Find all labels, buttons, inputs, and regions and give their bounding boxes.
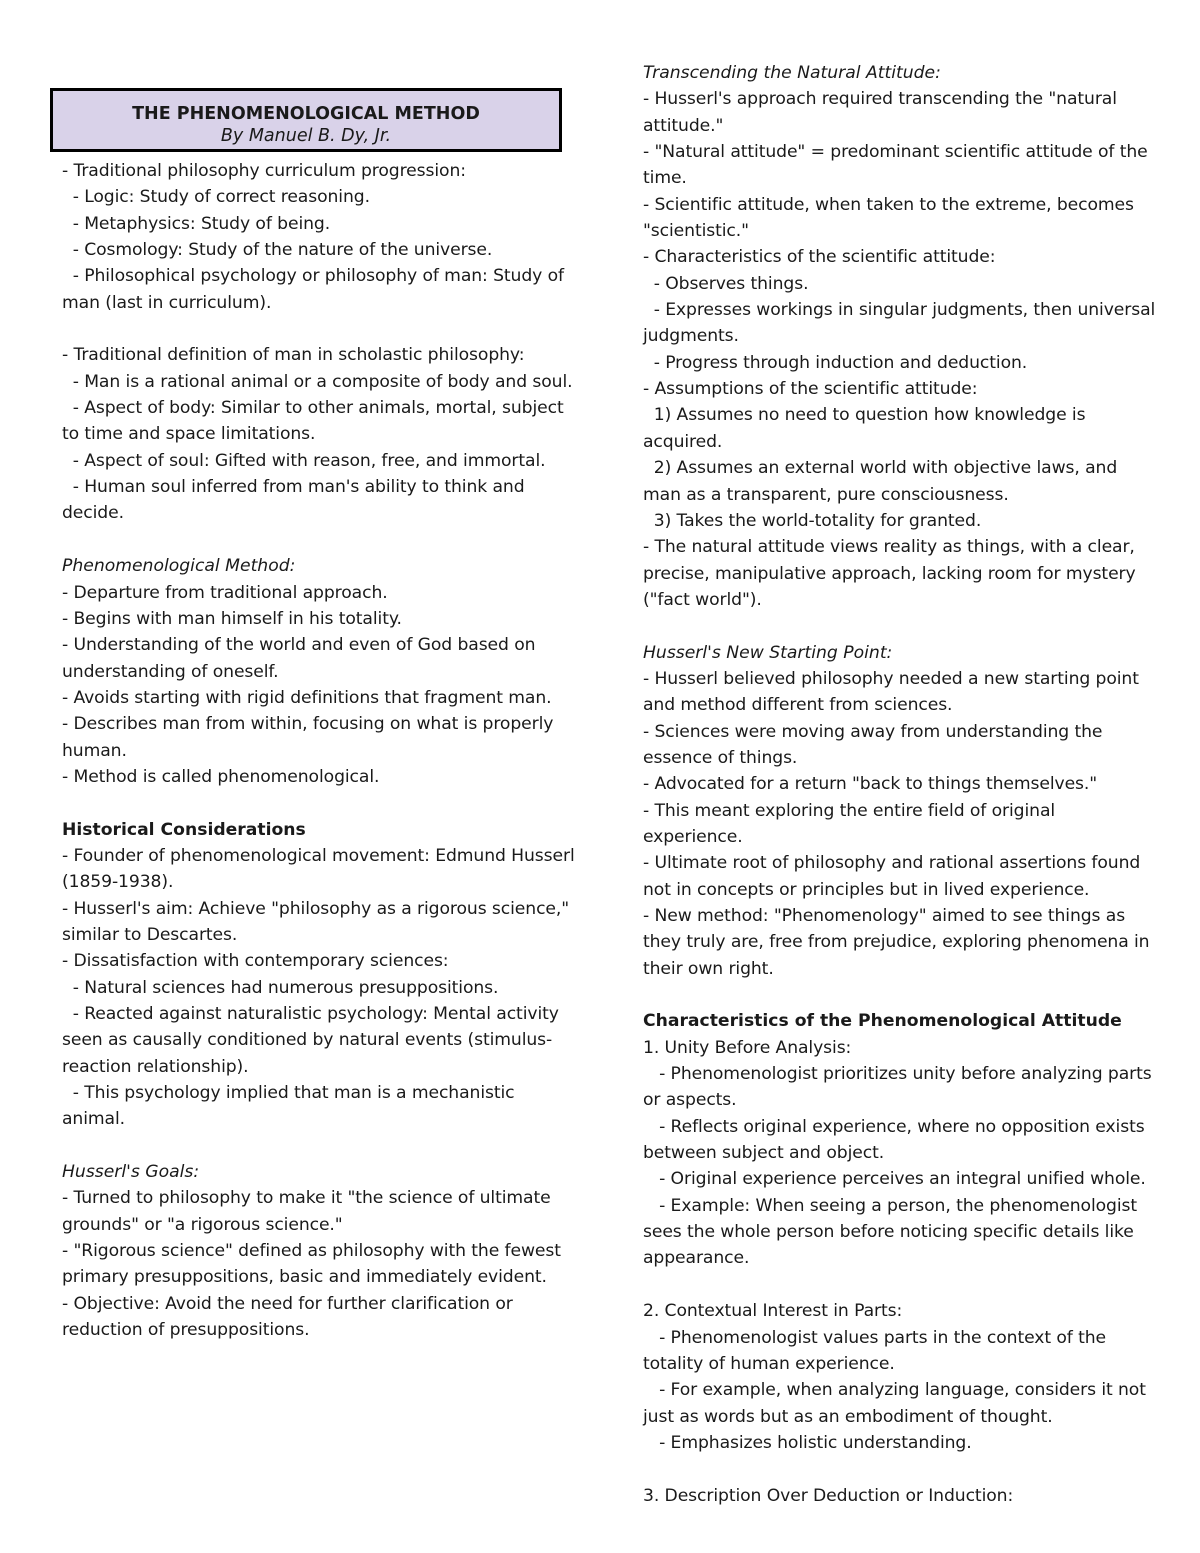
text-line: - Objective: Avoid the need for further clarification or reduction of presuppositions. [62,1293,519,1341]
text-line: - "Rigorous science" defined as philosophy with the fewest primary presuppositions, basic and immediately evident. [62,1241,567,1288]
text-line: - Departure from traditional approach. [62,582,388,603]
text-line: 1. Unity Before Analysis: [643,1037,852,1058]
title-box [50,88,562,152]
text-line: - Phenomenologist prioritizes unity before analyzing parts or aspects. [643,1064,1157,1111]
text-line: - Phenomenologist values parts in the context of the totality of human experience. [643,1327,1112,1374]
text-line: - Emphasizes holistic understanding. [643,1432,972,1453]
text-line: - Human soul inferred from man's ability to think and decide. [62,477,530,524]
section-heading: Characteristics of the Phenomenological Attitude [643,1011,1122,1032]
text-line: - Dissatisfaction with contemporary sciences: [62,951,449,972]
text-line: - New method: "Phenomenology" aimed to see things as they truly are, free from prejudice, exploring phenomena in their own right. [643,906,1155,979]
text-line: - Natural sciences had numerous presuppositions. [62,977,499,998]
text-line: - Logic: Study of correct reasoning. [62,187,370,208]
text-line: - "Natural attitude" = predominant scientific attitude of the time. [643,142,1153,189]
text-line: - Husserl's aim: Achieve "philosophy as a rigorous science," similar to Descartes. [62,898,575,945]
spacer [62,316,577,342]
text-line: 3) Takes the world-totality for granted. [643,510,982,531]
text-line: 3. Description Over Deduction or Induction: [643,1485,1014,1506]
document-author: By Manuel B. Dy, Jr. [220,126,392,146]
text-line: - Original experience perceives an integral unified whole. [643,1169,1146,1190]
spacer [643,1456,1158,1482]
text-line: 2) Assumes an external world with objective laws, and man as a transparent, pure consciousness. [643,458,1123,505]
text-line: - Man is a rational animal or a composite of body and soul. [62,371,573,392]
spacer [643,613,1158,639]
text-line: - Begins with man himself in his totality. [62,608,402,629]
text-line: - Describes man from within, focusing on what is properly human. [62,714,559,761]
text-line: - Reacted against naturalistic psychology: Mental activity seen as causally conditioned by natural events (stimulus-reaction relationship). [62,1004,565,1077]
text-line: - Example: When seeing a person, the phenomenologist sees the whole person before noticing specific details like appearance. [643,1195,1143,1269]
text-line: - For example, when analyzing language, considers it not just as words but as an embodiment of thought. [643,1380,1152,1427]
text-line: - Cosmology: Study of the nature of the universe. [62,240,493,261]
text-line: 1) Assumes no need to question how knowledge is acquired. [643,405,1091,452]
text-line: - Traditional definition of man in scholastic philosophy: [62,345,525,366]
left-column [62,158,580,1343]
text-line: 2. Contextual Interest in Parts: [643,1301,903,1322]
text-line: - Ultimate root of philosophy and rational assertions found not in concepts or principles but in lived experience. [643,853,1146,900]
spacer [643,982,1158,1008]
section-heading: Transcending the Natural Attitude: [643,63,941,83]
spacer [643,1272,1158,1298]
text-line: - Sciences were moving away from understanding the essence of things. [643,721,1108,768]
text-line: - This psychology implied that man is a mechanistic animal. [62,1083,520,1130]
text-line: - Turned to philosophy to make it "the science of ultimate grounds" or "a rigorous science." [62,1188,556,1235]
text-line: - Scientific attitude, when taken to the extreme, becomes "scientistic." [643,194,1140,242]
text-line: - Method is called phenomenological. [62,766,380,787]
spacer [62,790,577,816]
text-line: - Assumptions of the scientific attitude: [643,379,978,400]
text-line: - Traditional philosophy curriculum progression: [62,161,466,181]
text-line: - Advocated for a return "back to things themselves." [643,774,1098,795]
section-heading: Phenomenological Method: [62,556,296,577]
text-line: - Aspect of body: Similar to other animals, mortal, subject to time and space limitations. [62,398,570,445]
section-heading: Husserl's New Starting Point: [643,642,893,663]
section-heading: Historical Considerations [62,819,306,840]
text-line: - Reflects original experience, where no opposition exists between subject and object. [643,1116,1150,1164]
text-line: - The natural attitude views reality as things, with a clear, precise, manipulative approach, lacking room for mystery ("fact world"). [643,537,1141,610]
text-line: - Philosophical psychology or philosophy of man: Study of man (last in curriculum). [62,266,570,313]
text-line: - Founder of phenomenological movement: Edmund Husserl (1859-1938). [62,845,580,893]
text-line: - Avoids starting with rigid definitions that fragment man. [62,687,552,708]
right-column [643,60,1161,1509]
text-line: - Husserl believed philosophy needed a new starting point and method different from sciences. [643,668,1145,716]
text-line: - Observes things. [643,273,809,294]
section-heading: Husserl's Goals: [62,1162,200,1183]
text-line: - Understanding of the world and even of God based on understanding of oneself. [62,635,541,682]
spacer [62,1133,577,1159]
text-line: - Expresses workings in singular judgments, then universal judgments. [643,300,1161,347]
text-line: - Husserl's approach required transcending the "natural attitude." [643,89,1123,136]
spacer [62,527,577,553]
text-line: - Characteristics of the scientific attitude: [643,247,996,268]
text-line: - Progress through induction and deduction. [643,352,1028,373]
text-line: - Aspect of soul: Gifted with reason, free, and immortal. [62,450,546,471]
text-line: - This meant exploring the entire field of original experience. [643,800,1061,847]
document-title: THE PHENOMENOLOGICAL METHOD [132,104,480,124]
text-line: - Metaphysics: Study of being. [62,213,331,234]
